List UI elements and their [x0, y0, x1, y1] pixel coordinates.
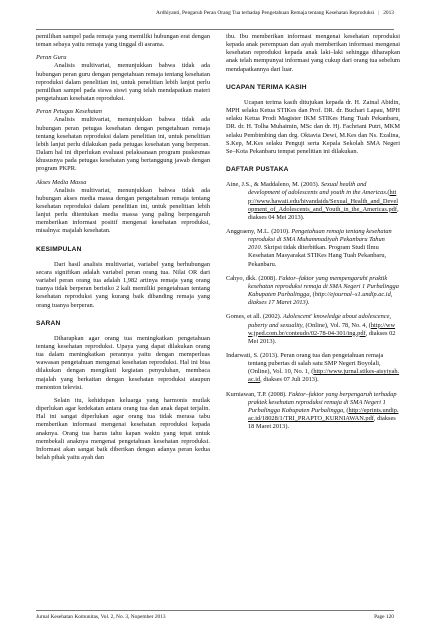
reference-entry [226, 228, 400, 269]
reference-entry [226, 391, 400, 432]
ucapan-heading: UCAPAN TERIMA KASIH [226, 83, 307, 91]
reference-title: Pengetahuan remaja tentang kesehatan reproduksi di SMA Muhammadiyah Pekanbaru Tahun 2010. [248, 227, 392, 252]
akses-media-paragraph: Analisis multivariat, menunjukkan bahwa tidak ada hubungan akses media massa dengan pengetahuan remaja tentang kesehatan reproduksi dalam penelitian ini, untuk penelitian lebih lanjut perlu ditentukan media massa yang paling berpengaruh memberikan informasi positif mengenai kesehatan reproduksi, misalnya: majalah kesehatan. [36, 186, 210, 235]
akses-media-heading: Akses Media Massa [36, 178, 87, 186]
reference-text: , diakses 07 Juli 2013). [260, 376, 319, 384]
peran-guru-heading: Peran Guru [36, 54, 67, 62]
peran-guru-paragraph: Analisis multivariat, menunjukkan bahwa tidak ada hubungan peran guru dengan pengetahuan remaja tentang kesehatan reproduksi dalam penelitian ini, untuk penelitian lebih lanjut perlu pemilihan sampel pada siswa siswi yang telah mendapatkan materi pengetahuan kesehatan reproduksi. [36, 62, 210, 103]
reference-text: , diakses 02 Mei 2013). [248, 329, 396, 345]
peran-petugas-paragraph: Analisis multivariat, menunjukkan bahwa tidak ada hubungan peran petugas kesehatan dengan pengetahuan remaja tentang kesehatan reproduksi dalam penelitian ini, untuk penelitian lebih lanjut perlu dilakukan pada petugas kesehatan yang berperan. Dalam hal ini diperlukan evaluasi pelaksanaan program puskesmas khususnya pada petugas kesehatan yang bertanggung jawab dengan program PKPR. [36, 116, 210, 173]
reference-text: Aine, J.S., & Maddaleno, M. (2003). [226, 181, 321, 189]
reference-text: , diakses 18 Maret 2013). [248, 415, 396, 431]
reference-link[interactable]: http://www.hawaii.edu/hivandaids/Sexual_Health_and_Development_of_Adolescents_and_Youth_in_the_Americas.pdf [248, 189, 399, 213]
footer-journal: Jurnal Kesehatan Komunitas, Vol. 2, No. 3, Nopember 2013 [36, 614, 166, 620]
footer-rule [36, 610, 394, 611]
left-column [36, 33, 210, 467]
reference-link[interactable]: http://eprints.undip.ac.id/18028/1/TRI_PRAPTO_KURNIAWAN.pdf [248, 406, 399, 423]
reference-text: ( [387, 189, 390, 197]
kesimpulan-heading: KESIMPULAN [36, 245, 82, 253]
reference-text: Gomes, et all. (2002). [226, 313, 283, 321]
peran-petugas-heading: Peran Petugas Kesehatan [36, 108, 102, 116]
reference-entry [226, 181, 400, 222]
saran-paragraph-2: Selain itu, kehidupan keluarga yang harmonis mutlak diperlukan agar kedekatan antara orang tua dan anak dapat terjalin. Hal ini sangat diperlukan agar orang tua tidak merasa tabu memberikan informasi mengenai kesehatan reproduksi kepada anaknya. Orang tua harus tahu kapan waktu yang tepat untuk membekali anaknya mengenai pengetahuan kesehatan reproduksi. Informasi akan sangat baik diberikan dengan adanya peran kedua belah pihak yaitu ayah dan [36, 396, 210, 462]
reference-entry [226, 313, 400, 346]
header-rule [36, 29, 394, 30]
reference-title: Adolescent' knowledge about adolescence, puberty and sexuality, [248, 313, 392, 329]
header-year: 2013 [383, 10, 394, 16]
reference-entry [226, 275, 400, 308]
reference-title: Faktor–faktor yang mempengaruhi praktik kesehatan reproduksi remaja di SMA Negeri 1 Purbalingga Kabupaten Purbalingga, [248, 274, 399, 299]
ucapan-paragraph: Ucapan terima kasih ditujukan kepada dr. H. Zainal Abidin, MPH selaku Ketua STIKes dan Prof. DR. dr. Buchari Lapau, MPH selaku Ketua Prodi Magister IKM STIKes Hang Tuah Pekanbaru, DR. dr. H. Tolha Muhaimin, MSc dan dr. Hj. Fachriani Putri, MKM selaku Pembimbing dan drg. Oktavia Dewi, M.Kes dan Ns. Ezalina, S.Kep, M.Kes selaku Penguji serta Kepala Sekolah SMA Negeri Se–Kota Pekanbaru tempat penelitian ini dilakukan. [226, 98, 400, 155]
reference-text: , diakses 17 Maret 2013). [248, 291, 393, 307]
reference-title: Faktor–faktor yang berpengaruh terhadap praktek kesehatan reproduksi remaja di SMA Negeri 1 Purbalingga Kabupaten Purbalingga, [248, 390, 397, 414]
kesimpulan-paragraph: Dari hasil analisis multivariat, variabel yang berhubungan secara signifikan adalah variabel peran orang tua. Nilai OR dari variabel peran orang tua adalah 1,982 artinya remaja yang orang tuanya tidak berperan berisiko 2 kali memiliki pengetahuan tentang kesehatan reproduksi yang kurang baik dibanding remaja yang orang tuanya berperan. [36, 260, 210, 309]
reference-text: Cahyo, dkk. (2008). [226, 274, 279, 282]
reference-text: Indarwati, S. (2013). Peran orang tua dan pengetahuan remaja tentang pubertas di salah satu SMP Negeri Boyolali, (Online), Vol. 10, No. 1, ( [226, 352, 384, 376]
reference-link[interactable]: http://www.jped.com.br/conteudo/02-78-04-301/ing.pdf [248, 321, 396, 337]
page-footer [36, 614, 394, 620]
saran-paragraph-1: Diharapkan agar orang tua meningkatkan pengetahuan tentang kesehatan reproduksi. Upaya yang dapat dilakukan orang tua dalam meningkatkan perannya yaitu dengan memperluas wawasan pengetahuan mengenai kesehatan reproduksi. Hal ini bisa dilakukan dengan mengikuti kegiatan penyuluhan, membaca majalah yang berkaitan dengan kesehatan reproduksi ataupun menonton televisi. [36, 334, 210, 391]
continuation-paragraph: ibu. Ibu memberikan informasi mengenai kesehatan reproduksi kepada anak perempuan dan ayah memberikan informasi mengenai kesehatan reproduksi kepada anak laki–laki sehingga diharapkan anak telah mempunyai informasi yang cukup dari orang tua sebelum mendapatkannya dari luar. [226, 33, 400, 73]
reference-text: Skripsi tidak diterbitkan. Program Studi Ilmu Kesehatan Masyarakat STIKes Hang Tuah Pekanbaru, Pekanbaru. [248, 244, 387, 268]
reference-text: , diakses 04 Mei 2013). [248, 205, 399, 221]
reference-text: Anggraeny, M.L. (2010). [226, 227, 292, 235]
daftar-pustaka-heading: DAFTAR PUSTAKA [226, 166, 289, 174]
intro-paragraph: pemilihan sampel pada remaja yang memiliki hubungan erat dengan teman sebaya yaitu remaja yang tinggal di asrama. [36, 33, 210, 49]
reference-text: ( [344, 406, 349, 414]
reference-text: Kurniawan, T.P. (2008). [226, 390, 289, 398]
saran-heading: SARAN [36, 319, 61, 327]
reference-text: ( [311, 291, 315, 299]
reference-link[interactable]: http://ejournal–s1.undip.ac.id [314, 291, 391, 299]
reference-link[interactable]: http://www.jurnal.stikes-aisyiyah.ac.id [248, 368, 400, 384]
reference-text: (Online), Vol. 78, No. 4, ( [303, 321, 371, 329]
right-column [226, 33, 400, 437]
running-title: Ardhiyanti, Pengaruh Peran Orang Tua terhadap Pengetahuan Remaja tentang Kesehatan Reproduksi [156, 10, 375, 16]
header-separator: | [378, 10, 380, 16]
footer-page-number: Page 120 [374, 614, 394, 620]
reference-title: Sexual health and development of adolescents and youth in the Americas. [248, 181, 388, 197]
reference-entry [226, 352, 400, 385]
